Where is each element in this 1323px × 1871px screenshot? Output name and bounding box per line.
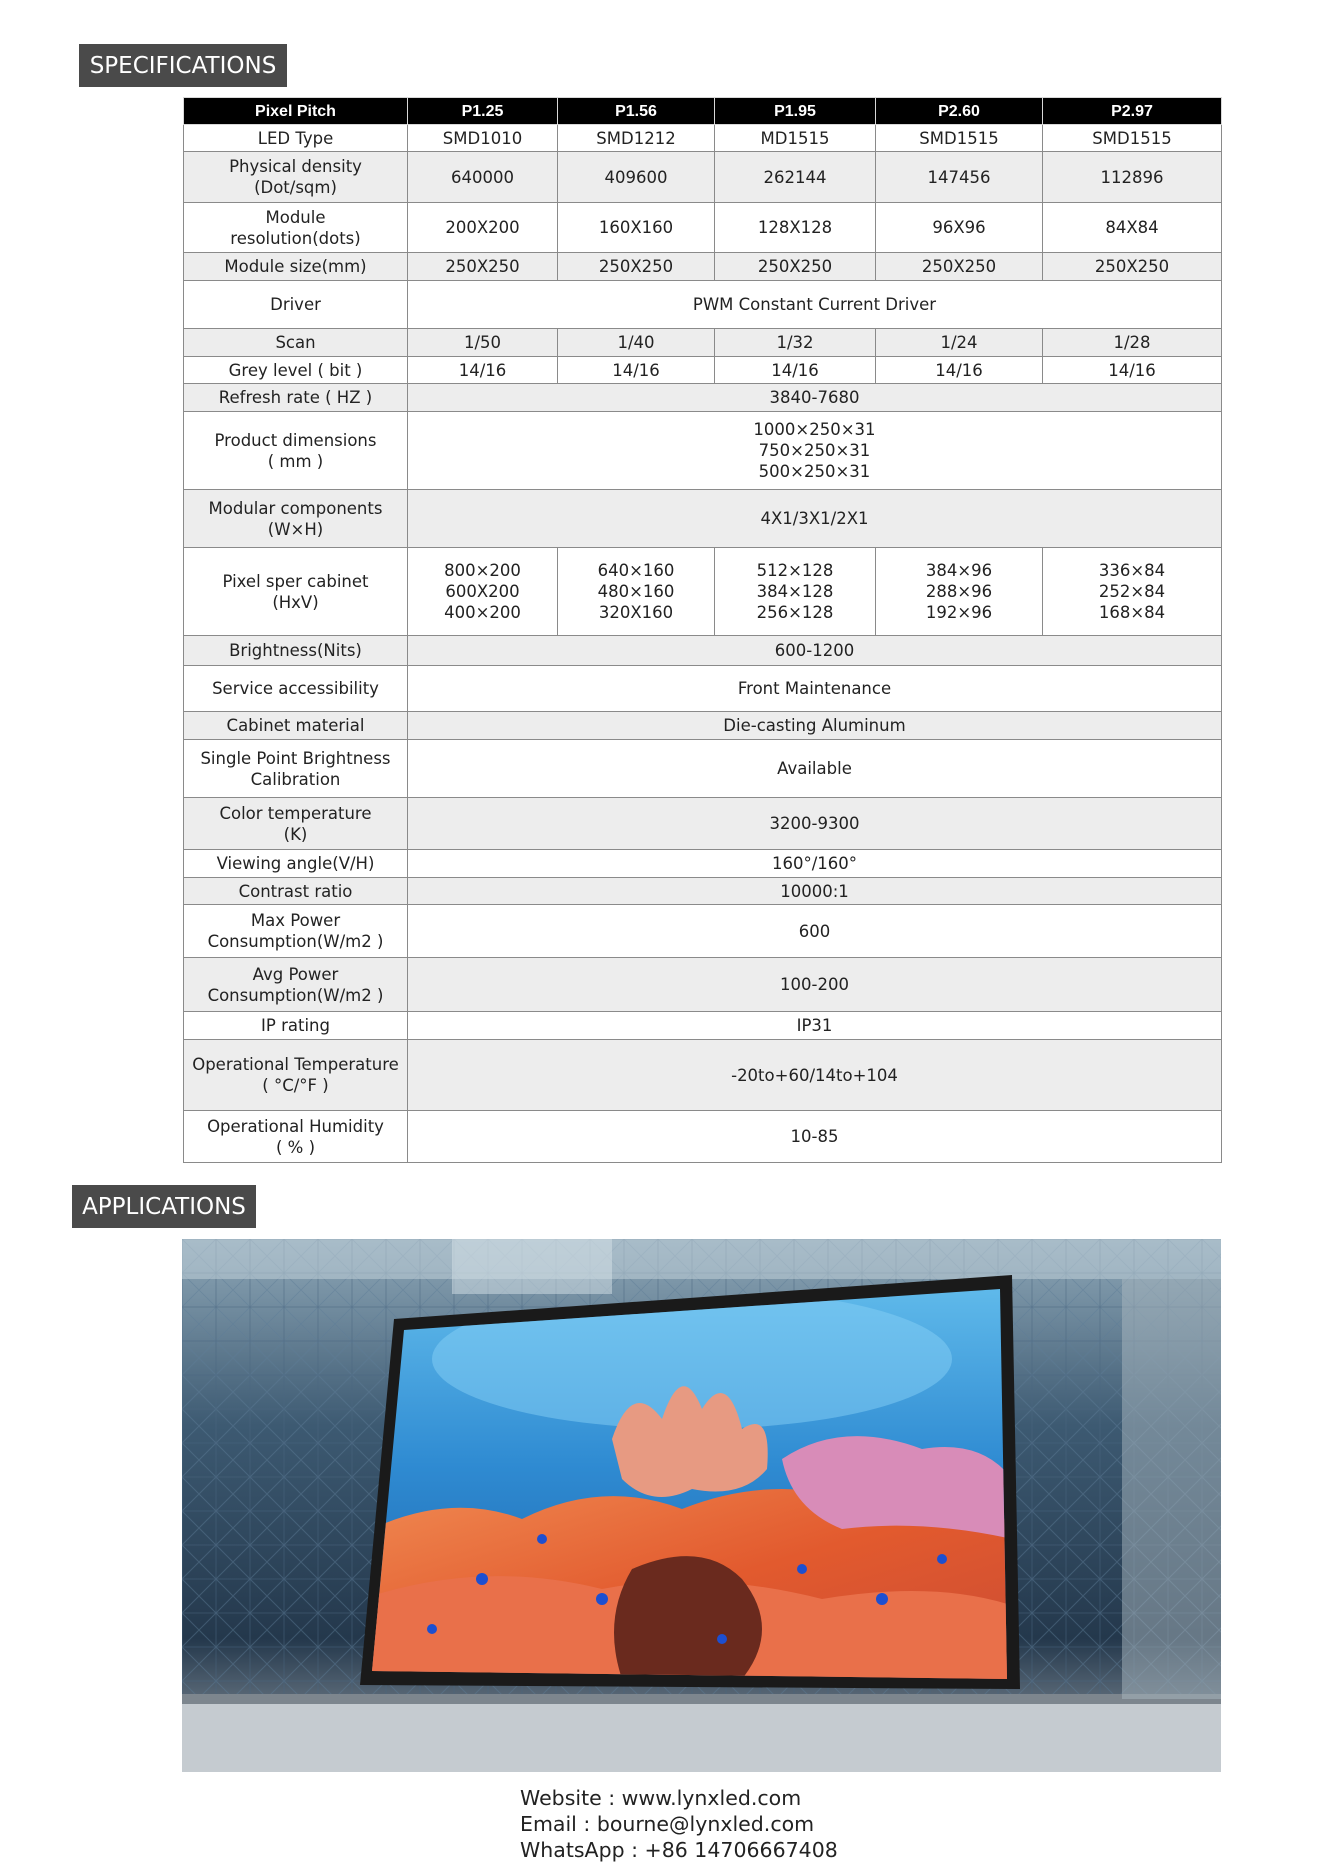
table-cell: SMD1212 — [558, 125, 715, 152]
table-cell: SMD1010 — [408, 125, 558, 152]
row-label: Brightness(Nits) — [184, 636, 408, 666]
row-label: Cabinet material — [184, 712, 408, 740]
table-cell: 640×160 480×160 320X160 — [558, 548, 715, 636]
table-row — [184, 1040, 1222, 1111]
table-cell: 250X250 — [1043, 253, 1222, 281]
table-row — [184, 666, 1222, 712]
table-cell: 1/24 — [876, 329, 1043, 357]
table-row — [184, 253, 1222, 281]
table-cell: 147456 — [876, 152, 1043, 203]
table-cell: 384×96 288×96 192×96 — [876, 548, 1043, 636]
table-cell: PWM Constant Current Driver — [408, 281, 1222, 329]
table-cell: -20to+60/14to+104 — [408, 1040, 1222, 1111]
table-cell: 3200-9300 — [408, 798, 1222, 850]
table-cell: 14/16 — [876, 357, 1043, 384]
row-label: Color temperature (K) — [184, 798, 408, 850]
table-row — [184, 798, 1222, 850]
row-label: Max Power Consumption(W/m2 ) — [184, 905, 408, 958]
row-label: Driver — [184, 281, 408, 329]
table-cell: 128X128 — [715, 203, 876, 253]
table-row — [184, 281, 1222, 329]
header-cell: P1.56 — [558, 98, 715, 125]
table-cell: 14/16 — [408, 357, 558, 384]
table-row — [184, 329, 1222, 357]
table-cell: 200X200 — [408, 203, 558, 253]
table-cell: Front Maintenance — [408, 666, 1222, 712]
table-cell: 600-1200 — [408, 636, 1222, 666]
table-cell: 409600 — [558, 152, 715, 203]
table-cell: 1/32 — [715, 329, 876, 357]
table-row — [184, 548, 1222, 636]
row-label: IP rating — [184, 1012, 408, 1040]
table-cell: 112896 — [1043, 152, 1222, 203]
table-row — [184, 490, 1222, 548]
row-label: Scan — [184, 329, 408, 357]
table-row — [184, 125, 1222, 152]
table-cell: 336×84 252×84 168×84 — [1043, 548, 1222, 636]
row-label: Pixel sper cabinet (HxV) — [184, 548, 408, 636]
table-row — [184, 384, 1222, 412]
row-label: Physical density (Dot/sqm) — [184, 152, 408, 203]
table-cell: 14/16 — [715, 357, 876, 384]
table-cell: 1/50 — [408, 329, 558, 357]
table-cell: IP31 — [408, 1012, 1222, 1040]
table-cell: 10-85 — [408, 1111, 1222, 1163]
table-row — [184, 357, 1222, 384]
table-row — [184, 740, 1222, 798]
table-row — [184, 203, 1222, 253]
table-cell: 14/16 — [1043, 357, 1222, 384]
table-cell: 96X96 — [876, 203, 1043, 253]
table-row — [184, 905, 1222, 958]
specifications-heading: SPECIFICATIONS — [79, 44, 287, 87]
contact-whatsapp: WhatsApp : +86 14706667408 — [520, 1838, 838, 1862]
table-cell: Available — [408, 740, 1222, 798]
table-cell: Die-casting Aluminum — [408, 712, 1222, 740]
table-cell: 640000 — [408, 152, 558, 203]
header-cell: Pixel Pitch — [184, 98, 408, 125]
table-cell: 512×128 384×128 256×128 — [715, 548, 876, 636]
contact-website: Website : www.lynxled.com — [520, 1786, 802, 1810]
table-row — [184, 636, 1222, 666]
row-label: Product dimensions ( mm ) — [184, 412, 408, 490]
row-label: Operational Humidity ( % ) — [184, 1111, 408, 1163]
contact-block — [520, 1785, 838, 1863]
row-label: Modular components (W×H) — [184, 490, 408, 548]
header-cell: P1.95 — [715, 98, 876, 125]
table-cell: 3840-7680 — [408, 384, 1222, 412]
table-cell: 1000×250×31 750×250×31 500×250×31 — [408, 412, 1222, 490]
table-row — [184, 1012, 1222, 1040]
table-cell: 4X1/3X1/2X1 — [408, 490, 1222, 548]
row-label: Grey level ( bit ) — [184, 357, 408, 384]
table-cell: 160X160 — [558, 203, 715, 253]
table-cell: 160°/160° — [408, 850, 1222, 878]
row-label: Service accessibility — [184, 666, 408, 712]
application-photo — [182, 1239, 1221, 1772]
table-cell: 250X250 — [558, 253, 715, 281]
table-cell: 800×200 600X200 400×200 — [408, 548, 558, 636]
row-label: LED Type — [184, 125, 408, 152]
table-cell: 250X250 — [876, 253, 1043, 281]
row-label: Refresh rate ( HZ ) — [184, 384, 408, 412]
specifications-table — [183, 97, 1222, 1163]
applications-heading: APPLICATIONS — [72, 1185, 256, 1228]
header-cell: P2.60 — [876, 98, 1043, 125]
row-label: Avg Power Consumption(W/m2 ) — [184, 958, 408, 1012]
row-label: Contrast ratio — [184, 878, 408, 905]
table-cell: 84X84 — [1043, 203, 1222, 253]
table-cell: 100-200 — [408, 958, 1222, 1012]
table-row — [184, 850, 1222, 878]
table-cell: 262144 — [715, 152, 876, 203]
table-row — [184, 152, 1222, 203]
row-label: Viewing angle(V/H) — [184, 850, 408, 878]
table-cell: 1/28 — [1043, 329, 1222, 357]
table-row — [184, 412, 1222, 490]
table-cell: 250X250 — [715, 253, 876, 281]
table-cell: 600 — [408, 905, 1222, 958]
table-cell: MD1515 — [715, 125, 876, 152]
table-cell: 1/40 — [558, 329, 715, 357]
header-cell: P1.25 — [408, 98, 558, 125]
table-row — [184, 1111, 1222, 1163]
table-cell: 14/16 — [558, 357, 715, 384]
table-cell: 10000:1 — [408, 878, 1222, 905]
table-cell: 250X250 — [408, 253, 558, 281]
contact-email: Email : bourne@lynxled.com — [520, 1812, 815, 1836]
row-label: Single Point Brightness Calibration — [184, 740, 408, 798]
header-cell: P2.97 — [1043, 98, 1222, 125]
table-row — [184, 958, 1222, 1012]
table-row — [184, 712, 1222, 740]
table-header-row — [184, 98, 1222, 125]
table-row — [184, 878, 1222, 905]
row-label: Module resolution(dots) — [184, 203, 408, 253]
table-cell: SMD1515 — [1043, 125, 1222, 152]
row-label: Operational Temperature ( °C/°F ) — [184, 1040, 408, 1111]
row-label: Module size(mm) — [184, 253, 408, 281]
table-cell: SMD1515 — [876, 125, 1043, 152]
